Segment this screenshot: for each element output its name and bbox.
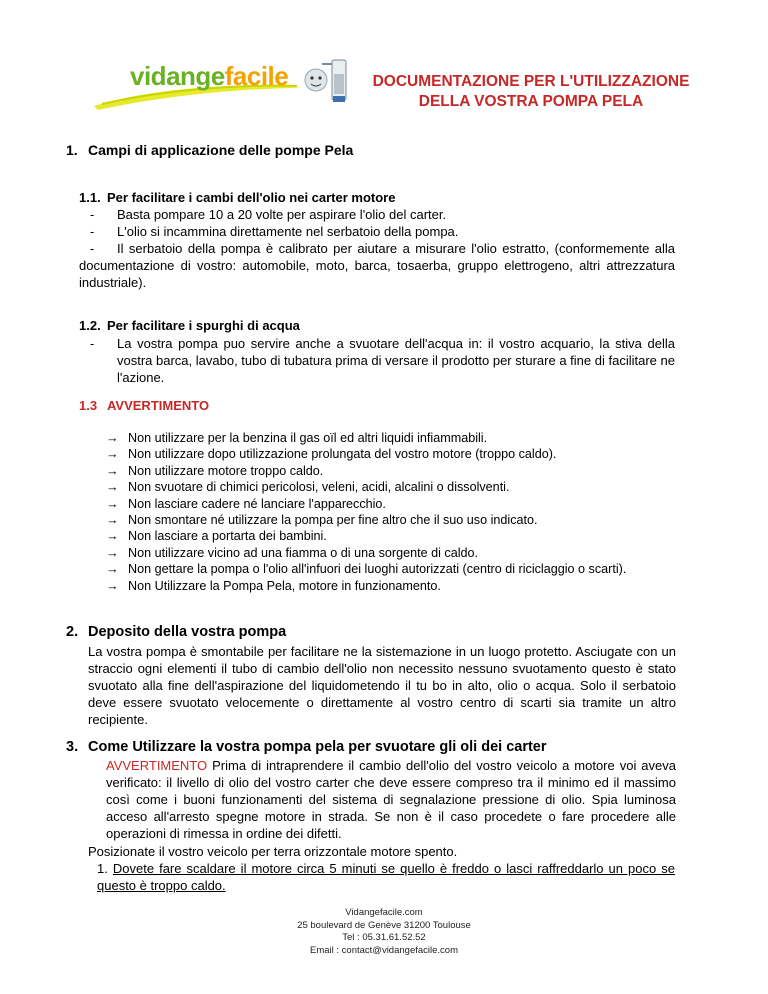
section-3-title: Come Utilizzare la vostra pompa pela per svuotare gli oli dei carter [88,739,547,755]
position-instruction: Posizionate il vostro veicolo per terra orizzontale motore spento. [88,844,458,859]
section-3-heading [66,739,547,755]
section-1-heading [66,142,353,158]
section-2-heading [66,624,286,640]
subsection-1-2-heading [79,318,300,333]
list-item: - Il serbatoio della pompa è calibrato per aiutare a misurare l'olio estratto, (conformemente alla documentazione di vostro: automobile, moto, barca, tosaerba, gruppo elettrogeno, altri attrezzatura industriale). [79,241,675,290]
subsection-1-1-number: 1.1. [79,190,101,205]
step-1-number: 1. [97,861,108,876]
list-item: - L'olio si incammina direttamente nel serbatoio della pompa. [90,224,459,239]
footer-phone: Tel : 05.31.61.52.52 [342,932,426,943]
subsection-1-2-title: Per facilitare i spurghi di acqua [107,318,300,333]
subsection-1-3-heading [79,398,209,413]
arrow-right-icon: → [106,447,119,462]
warning-text: Prima di intraprendere il cambio dell'olio del vostro veicolo a motore voi aveva verificato: il livello di olio del vostro carter che deve essere compreso tra il minimo ed il massimo così come i buoni funzionamenti del sistema di segnalazione pressione di olio. Spia luminosa acceso all'arresto spegne motore in strada. Se non è il caso procedete o fare procedere alle operazioni di rimessa in ordine dei difetti. [106,758,676,841]
section-2-number: 2. [66,624,79,640]
logo-text-facile: facile [224,61,289,91]
step-1-text: Dovete fare scaldare il motore circa 5 minuti se quello è freddo o lasci raffreddarlo un poco se questo è troppo caldo. [97,861,675,893]
section-1-number: 1. [66,142,78,158]
subsection-1-1-title: Per facilitare i cambi dell'olio nei carter motore [107,190,396,205]
arrow-right-icon: → [106,545,119,560]
section-3-number: 3. [66,739,79,755]
footer-company: Vidangefacile.com [345,907,423,918]
list-item: → Non utilizzare per la benzina il gas oïl ed altri liquidi infiammabili. [106,431,488,445]
step-1 [97,860,675,894]
list-item: → Non gettare la pompa o l'olio all'infuori dei luoghi autorizzati (centro di riciclaggio o scarti). [106,562,627,577]
section-1-title: Campi di applicazione delle pompe Pela [88,142,354,158]
list-item: → Non lasciare a portarta dei bambini. [106,529,327,544]
arrow-right-icon: → [106,529,119,544]
section-2-body: La vostra pompa è smontabile per facilitare ne la sistemazione in un luogo protetto. Asciugate con un straccio ogni elementi il tubo di cambio dell'olio non necessito nessuno svuotamento questo è stato svuotato alla fine dell'aspirazione del liquidometendo il tu bo in alto, olio o acqua. Solo il serbatoio deve essere svuotato velocemente o direttamente al vostro centro di scarti sia tramite un altro recipiente. [88,644,676,727]
subsection-1-1-heading [79,190,395,205]
section-2-title: Deposito della vostra pompa [88,624,287,640]
footer [234,907,534,957]
list-item: → Non utilizzare dopo utilizzazione prolungata del vostro motore (troppo caldo). [106,447,557,462]
list-item: → Non utilizzare motore troppo caldo. [106,463,324,478]
arrow-right-icon: → [106,480,119,495]
list-item: → Non smontare né utilizzare la pompa per fine altro che il suo uso indicato. [106,512,538,527]
logo-wordmark [130,61,288,92]
list-item: → Non Utilizzare la Pompa Pela, motore in funzionamento. [106,578,441,593]
arrow-right-icon: → [106,562,119,577]
arrow-right-icon: → [106,512,119,527]
warning-list [106,430,626,594]
title-line-1: DOCUMENTAZIONE PER L'UTILIZZAZIONE [372,73,690,90]
title-line-2: DELLA VOSTRA POMPA PELA [418,93,644,110]
vidangefacile-logo [92,48,362,116]
subsection-1-3-number: 1.3 [79,398,98,413]
list-item: - La vostra pompa puo servire anche a svuotare dell'acqua in: il vostro acquario, la stiva della vostra barca, lavabo, tubo di tubatura prima di versare il prodotto per sturare a fine di facilitare ne l'azione. [90,336,675,385]
footer-address: 25 boulevard de Genève 31200 Toulouse [297,919,471,931]
list-item: - Basta pompare 10 a 20 volte per aspirare l'olio del carter. [90,207,447,222]
document-title [366,72,696,112]
arrow-right-icon: → [106,463,119,478]
list-item: → Non utilizzare vicino ad una fiamma o di una sorgente di caldo. [106,545,479,560]
footer-email: Email : contact@vidangefacile.com [310,944,458,956]
list-item: → Non svuotare di chimici pericolosi, veleni, acidi, alcalini o dissolventi. [106,480,510,495]
list-item: → Non lasciare cadere né lanciare l'apparecchio. [106,496,386,511]
arrow-right-icon: → [106,431,119,445]
warning-label: AVVERTIMENTO [106,758,208,773]
arrow-right-icon: → [106,578,119,593]
logo-text-vidange: vidange [130,61,225,91]
section-3-warning [106,757,676,842]
arrow-right-icon: → [106,496,119,511]
subsection-1-3-title: AVVERTIMENTO [107,398,210,413]
subsection-1-2-number: 1.2. [79,318,101,333]
